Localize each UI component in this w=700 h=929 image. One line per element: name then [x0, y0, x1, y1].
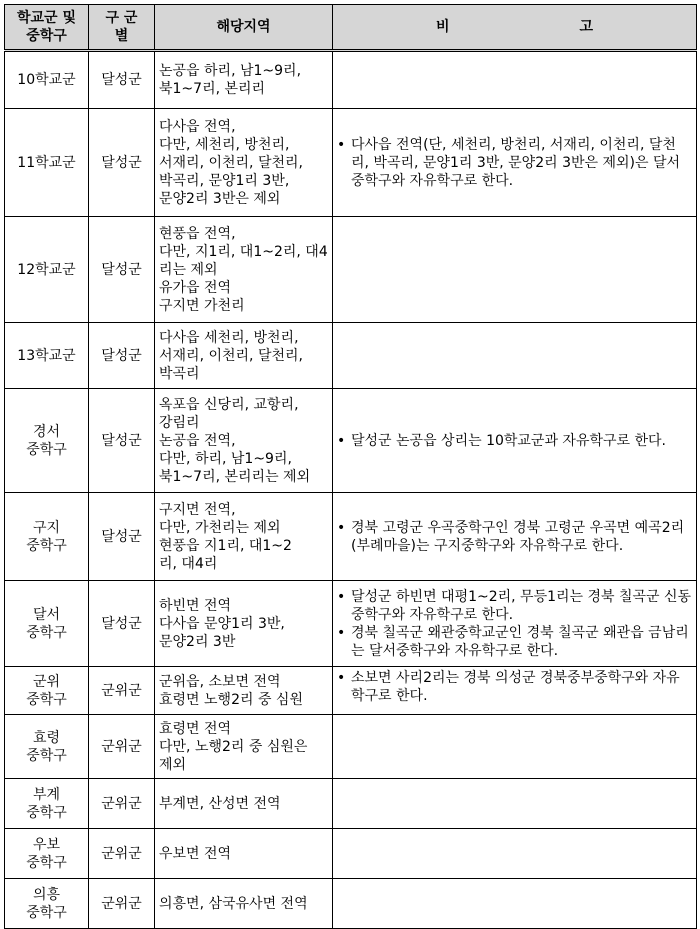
row-notes: [333, 217, 697, 323]
row-area: 부계면, 산성면 전역: [155, 779, 333, 829]
row-district: 달성군: [89, 389, 155, 493]
note-item: • 경북 칠곡군 왜관중학교군인 경북 칠곡군 왜관읍 금남리는 달서중학구와 자유학구로 한다.: [337, 624, 692, 660]
row-area: 하빈면 전역 다사읍 문양1리 3반, 문양2리 3반: [155, 581, 333, 667]
row-district: 달성군: [89, 581, 155, 667]
row-group: 10학교군: [5, 51, 89, 109]
note-item: • 소보면 사리2리는 경북 의성군 경북중부중학구와 자유학구로 한다.: [337, 669, 692, 705]
row-group: 구지 중학구: [5, 493, 89, 581]
table-row: [5, 581, 697, 667]
row-district: 군위군: [89, 667, 155, 715]
row-group: 효령 중학구: [5, 715, 89, 779]
row-notes: [333, 109, 697, 217]
row-district: 달성군: [89, 323, 155, 389]
row-notes: [333, 51, 697, 109]
row-group: 우보 중학구: [5, 829, 89, 879]
row-area: 구지면 전역, 다만, 가천리는 제외 현풍읍 지1리, 대1~2 리, 대4리: [155, 493, 333, 581]
note-item: • 경북 고령군 우곡중학구인 경북 고령군 우곡면 예곡2리(부례마을)는 구지중학구와 자유학구로 한다.: [337, 519, 692, 555]
row-group: 13학교군: [5, 323, 89, 389]
school-district-table: [4, 4, 697, 929]
table-row: [5, 109, 697, 217]
row-notes: [333, 779, 697, 829]
note-item: • 달성군 논공읍 상리는 10학교군과 자유학구로 한다.: [337, 432, 692, 450]
header-row: [5, 5, 697, 51]
row-notes: [333, 715, 697, 779]
row-area: 논공읍 하리, 남1~9리, 북1~7리, 본리리: [155, 51, 333, 109]
table-row: [5, 829, 697, 879]
row-notes: [333, 879, 697, 929]
note-item: • 달성군 하빈면 대평1~2리, 무등1리는 경북 칠곡군 신동중학구와 자유학구로 한다.: [337, 588, 692, 624]
table-row: [5, 715, 697, 779]
table-row: [5, 51, 697, 109]
row-group: 의흥 중학구: [5, 879, 89, 929]
header-district: 구 군 별: [89, 5, 155, 51]
row-district: 달성군: [89, 51, 155, 109]
table-row: [5, 493, 697, 581]
row-district: 군위군: [89, 879, 155, 929]
row-group: 부계 중학구: [5, 779, 89, 829]
row-area: 군위읍, 소보면 전역 효령면 노행2리 중 심원: [155, 667, 333, 715]
table-row: [5, 667, 697, 715]
row-area: 현풍읍 전역, 다만, 지1리, 대1~2리, 대4 리는 제외 유가읍 전역 구지면 가천리: [155, 217, 333, 323]
row-area: 우보면 전역: [155, 829, 333, 879]
row-group: 달서 중학구: [5, 581, 89, 667]
row-group: 군위 중학구: [5, 667, 89, 715]
note-item: • 다사읍 전역(단, 세천리, 방천리, 서재리, 이천리, 달천리, 박곡리, 문양1리 3반, 문양2리 3반은 제외)은 달서중학구와 자유학구로 한다.: [337, 136, 692, 190]
row-notes: [333, 389, 697, 493]
row-area: 의흥면, 삼국유사면 전역: [155, 879, 333, 929]
row-notes: [333, 581, 697, 667]
row-district: 군위군: [89, 779, 155, 829]
row-area: 다사읍 세천리, 방천리, 서재리, 이천리, 달천리, 박곡리: [155, 323, 333, 389]
table-row: [5, 323, 697, 389]
header-note-right: 고: [579, 19, 594, 35]
table-row: [5, 217, 697, 323]
table-row: [5, 879, 697, 929]
row-area: 다사읍 전역, 다만, 세천리, 방천리, 서재리, 이천리, 달천리, 박곡리, 문양1리 3반, 문양2리 3반은 제외: [155, 109, 333, 217]
row-group: 경서 중학구: [5, 389, 89, 493]
row-notes: [333, 493, 697, 581]
row-notes: [333, 667, 697, 715]
row-district: 달성군: [89, 493, 155, 581]
table-row: [5, 389, 697, 493]
table-body: [5, 51, 697, 929]
row-notes: [333, 323, 697, 389]
header-area: 해당지역: [155, 5, 333, 51]
table-row: [5, 779, 697, 829]
row-group: 11학교군: [5, 109, 89, 217]
header-note: [333, 5, 697, 51]
row-district: 달성군: [89, 217, 155, 323]
row-district: 군위군: [89, 715, 155, 779]
header-group: 학교군 및 중학구: [5, 5, 89, 51]
row-district: 군위군: [89, 829, 155, 879]
row-district: 달성군: [89, 109, 155, 217]
row-area: 옥포읍 신당리, 교항리, 강림리 논공읍 전역, 다만, 하리, 남1~9리, 북1~7리, 본리리는 제외: [155, 389, 333, 493]
header-note-left: 비: [435, 19, 450, 35]
row-area: 효령면 전역 다만, 노행2리 중 심원은 제외: [155, 715, 333, 779]
row-notes: [333, 829, 697, 879]
row-group: 12학교군: [5, 217, 89, 323]
